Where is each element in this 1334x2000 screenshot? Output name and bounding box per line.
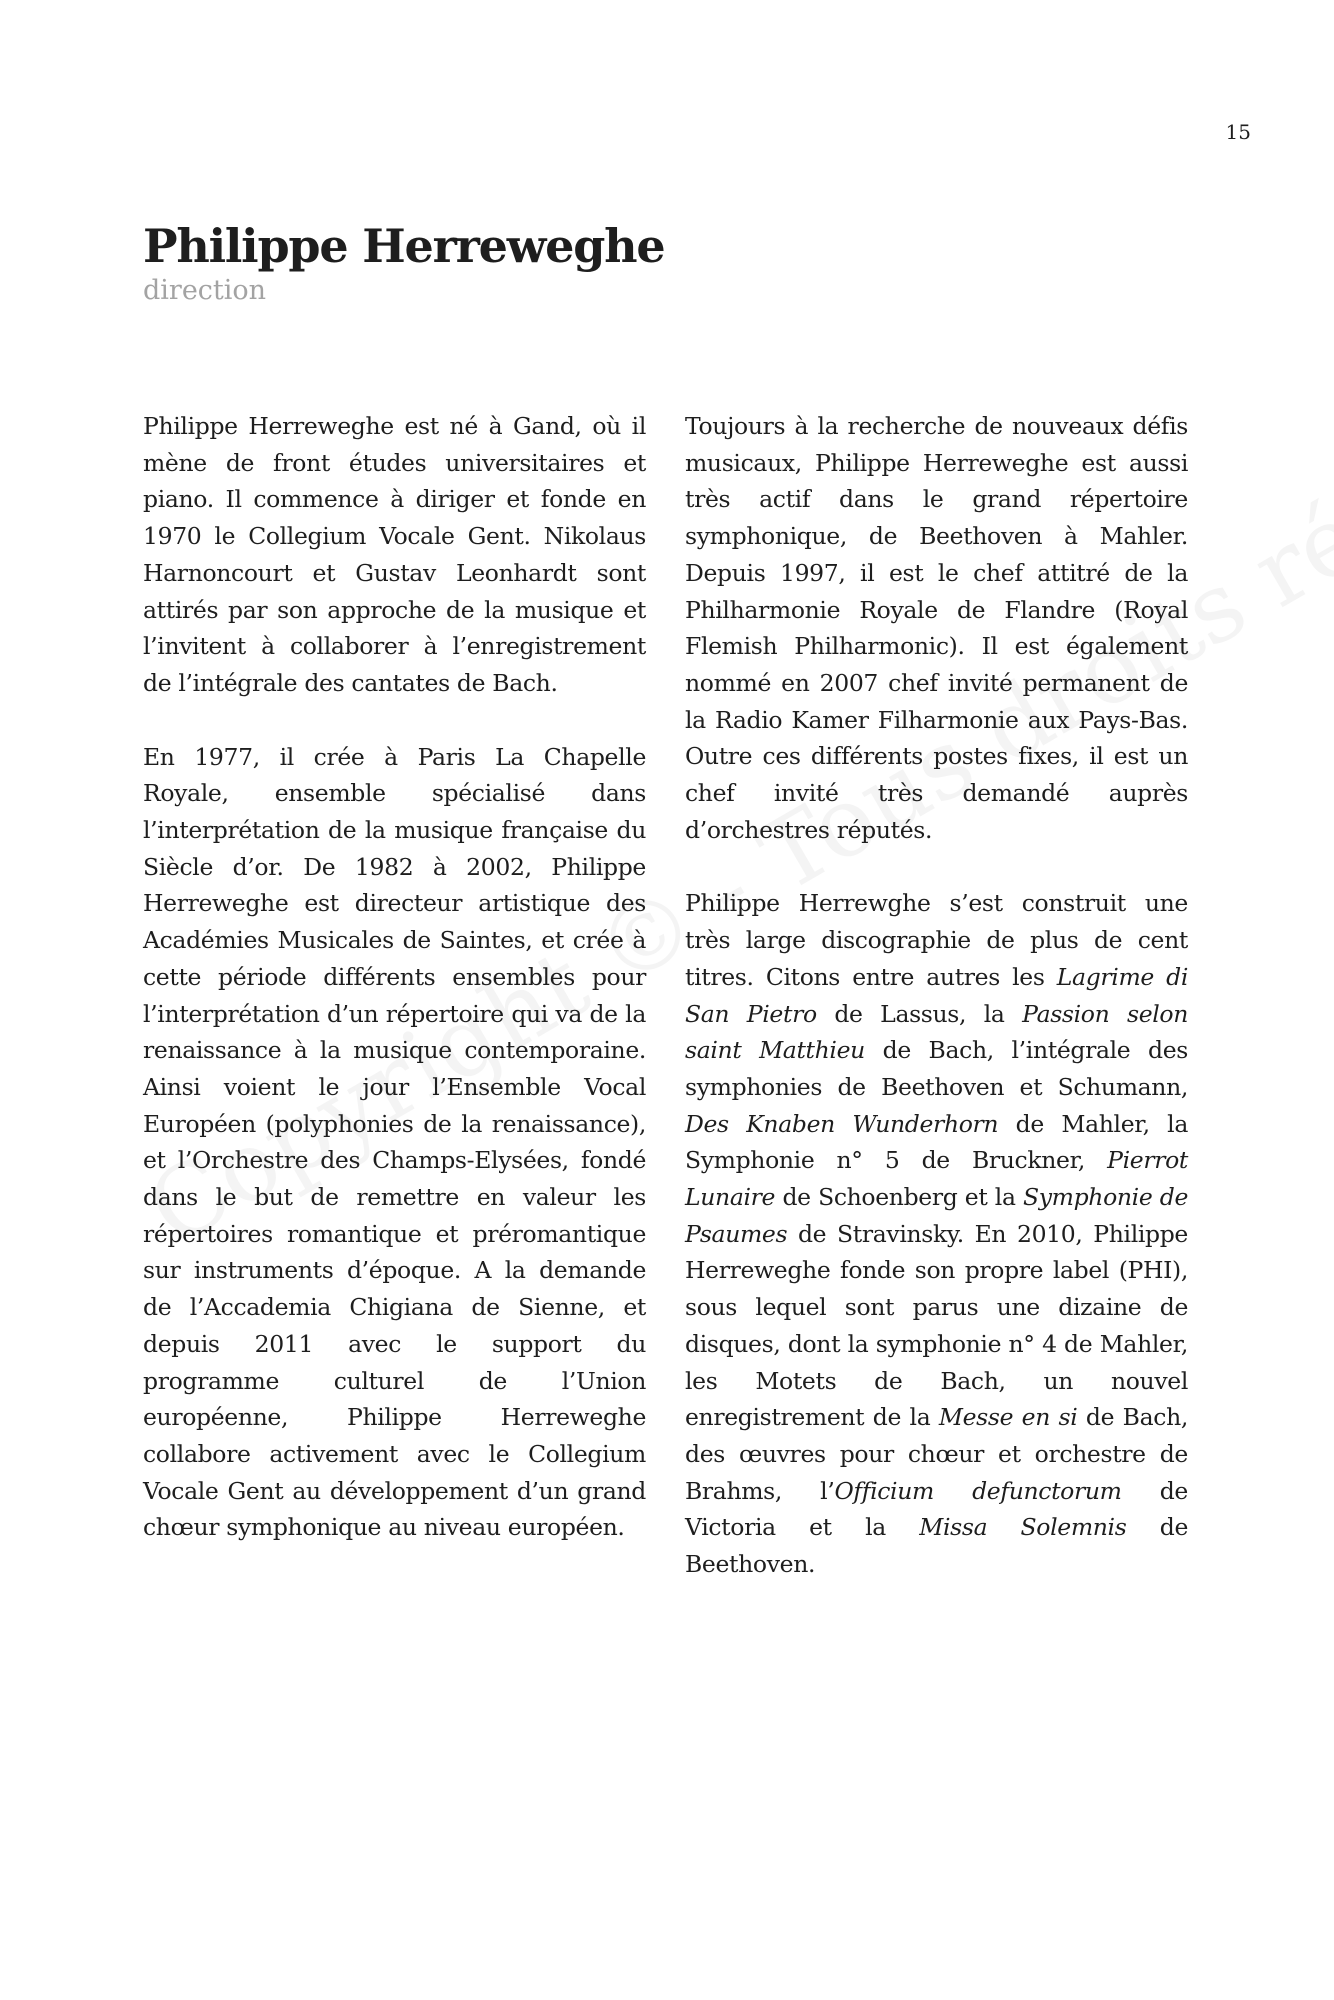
text-run: de Bach, des œuvres pour chœur et orchestre de Brahms, l’ xyxy=(685,1403,1188,1505)
text-run: de Schoenberg et la xyxy=(775,1183,1023,1212)
text-run: de Stravinsky. En 2010, Philippe Herreweghe fonde son propre label (PHI), sous lequel sont parus une dizaine de disques, dont la symphonie n° 4 de Mahler, les Motets de Bach, un nouvel enregistrement de la xyxy=(685,1219,1188,1432)
text-run: de Mahler, la Symphonie n° 5 de Bruckner, xyxy=(685,1109,1188,1175)
page-title: Philippe Herreweghe xyxy=(143,219,665,273)
work-title: Lagrime di San Pietro xyxy=(685,962,1188,1028)
work-title: Messe en si xyxy=(938,1403,1078,1432)
discography-paragraph xyxy=(685,885,1188,1582)
page-number: 15 xyxy=(1225,120,1251,144)
text-run: de Beethoven. xyxy=(685,1513,1189,1579)
work-title: Officium defunctorum xyxy=(834,1476,1122,1505)
right-column xyxy=(685,408,1188,1620)
text-run: Philippe Herrewghe s’est construit une très large discographie de plus de cent titres. Citons entre autres les xyxy=(685,889,1188,991)
work-title: Pierrot Lunaire xyxy=(685,1146,1188,1212)
left-column xyxy=(143,408,646,1583)
work-title: Symphonie de Psaumes xyxy=(685,1183,1188,1248)
page-subtitle: direction xyxy=(143,275,267,306)
work-title: Passion selon saint Matthieu xyxy=(685,999,1188,1065)
text-run: de Victoria et la xyxy=(685,1476,1188,1542)
work-title: Des Knaben Wunderhorn xyxy=(685,1109,999,1138)
biography-paragraph-1: Philippe Herreweghe est né à Gand, où il mène de front études universitaires et piano. Il commence à diriger et fonde en 1970 le Collegium Vocale Gent. Nikolaus Harnoncourt et Gustav Leonhardt sont attirés par son approche de la musique et l’invitent à collaborer à l’enregistrement de l’intégrale des cantates de Bach. xyxy=(143,412,646,697)
work-title: Missa Solemnis xyxy=(919,1513,1127,1542)
section-header xyxy=(143,218,664,308)
biography-paragraph-3: Toujours à la recherche de nouveaux défis musicaux, Philippe Herreweghe est aussi très actif dans le grand répertoire symphonique, de Beethoven à Mahler. Depuis 1997, il est le chef attitré de la Philharmonie Royale de Flandre (Royal Flemish Philharmonic). Il est également nommé en 2007 chef invité permanent de la Radio Kamer Filharmonie aux Pays-Bas. Outre ces différents postes fixes, il est un chef invité très demandé auprès d’orchestres réputés. xyxy=(685,412,1188,844)
text-run: de Bach, l’intégrale des symphonies de Beethoven et Schumann, xyxy=(685,1036,1189,1101)
text-run: de Lassus, la xyxy=(816,999,1023,1028)
biography-paragraph-2: En 1977, il crée à Paris La Chapelle Royale, ensemble spécialisé dans l’interprétation de la musique française du Siècle d’or. De 1982 à 2002, Philippe Herreweghe est directeur artistique des Académies Musicales de Saintes, et crée à cette période différents ensembles pour l’interprétation d’un répertoire qui va de la renaissance à la musique contemporaine. Ainsi voient le jour l’Ensemble Vocal Européen (polyphonies de la renaissance), et l’Orchestre des Champs-Elysées, fondé dans le but de remettre en valeur les répertoires romantique et préromantique sur instruments d’époque. A la demande de l’Accademia Chigiana de Sienne, et depuis 2011 avec le support du programme culturel de l’Union européenne, Philippe Herreweghe collabore activement avec le Collegium Vocale Gent au développement d’un grand chœur symphonique au niveau européen. xyxy=(143,742,646,1542)
